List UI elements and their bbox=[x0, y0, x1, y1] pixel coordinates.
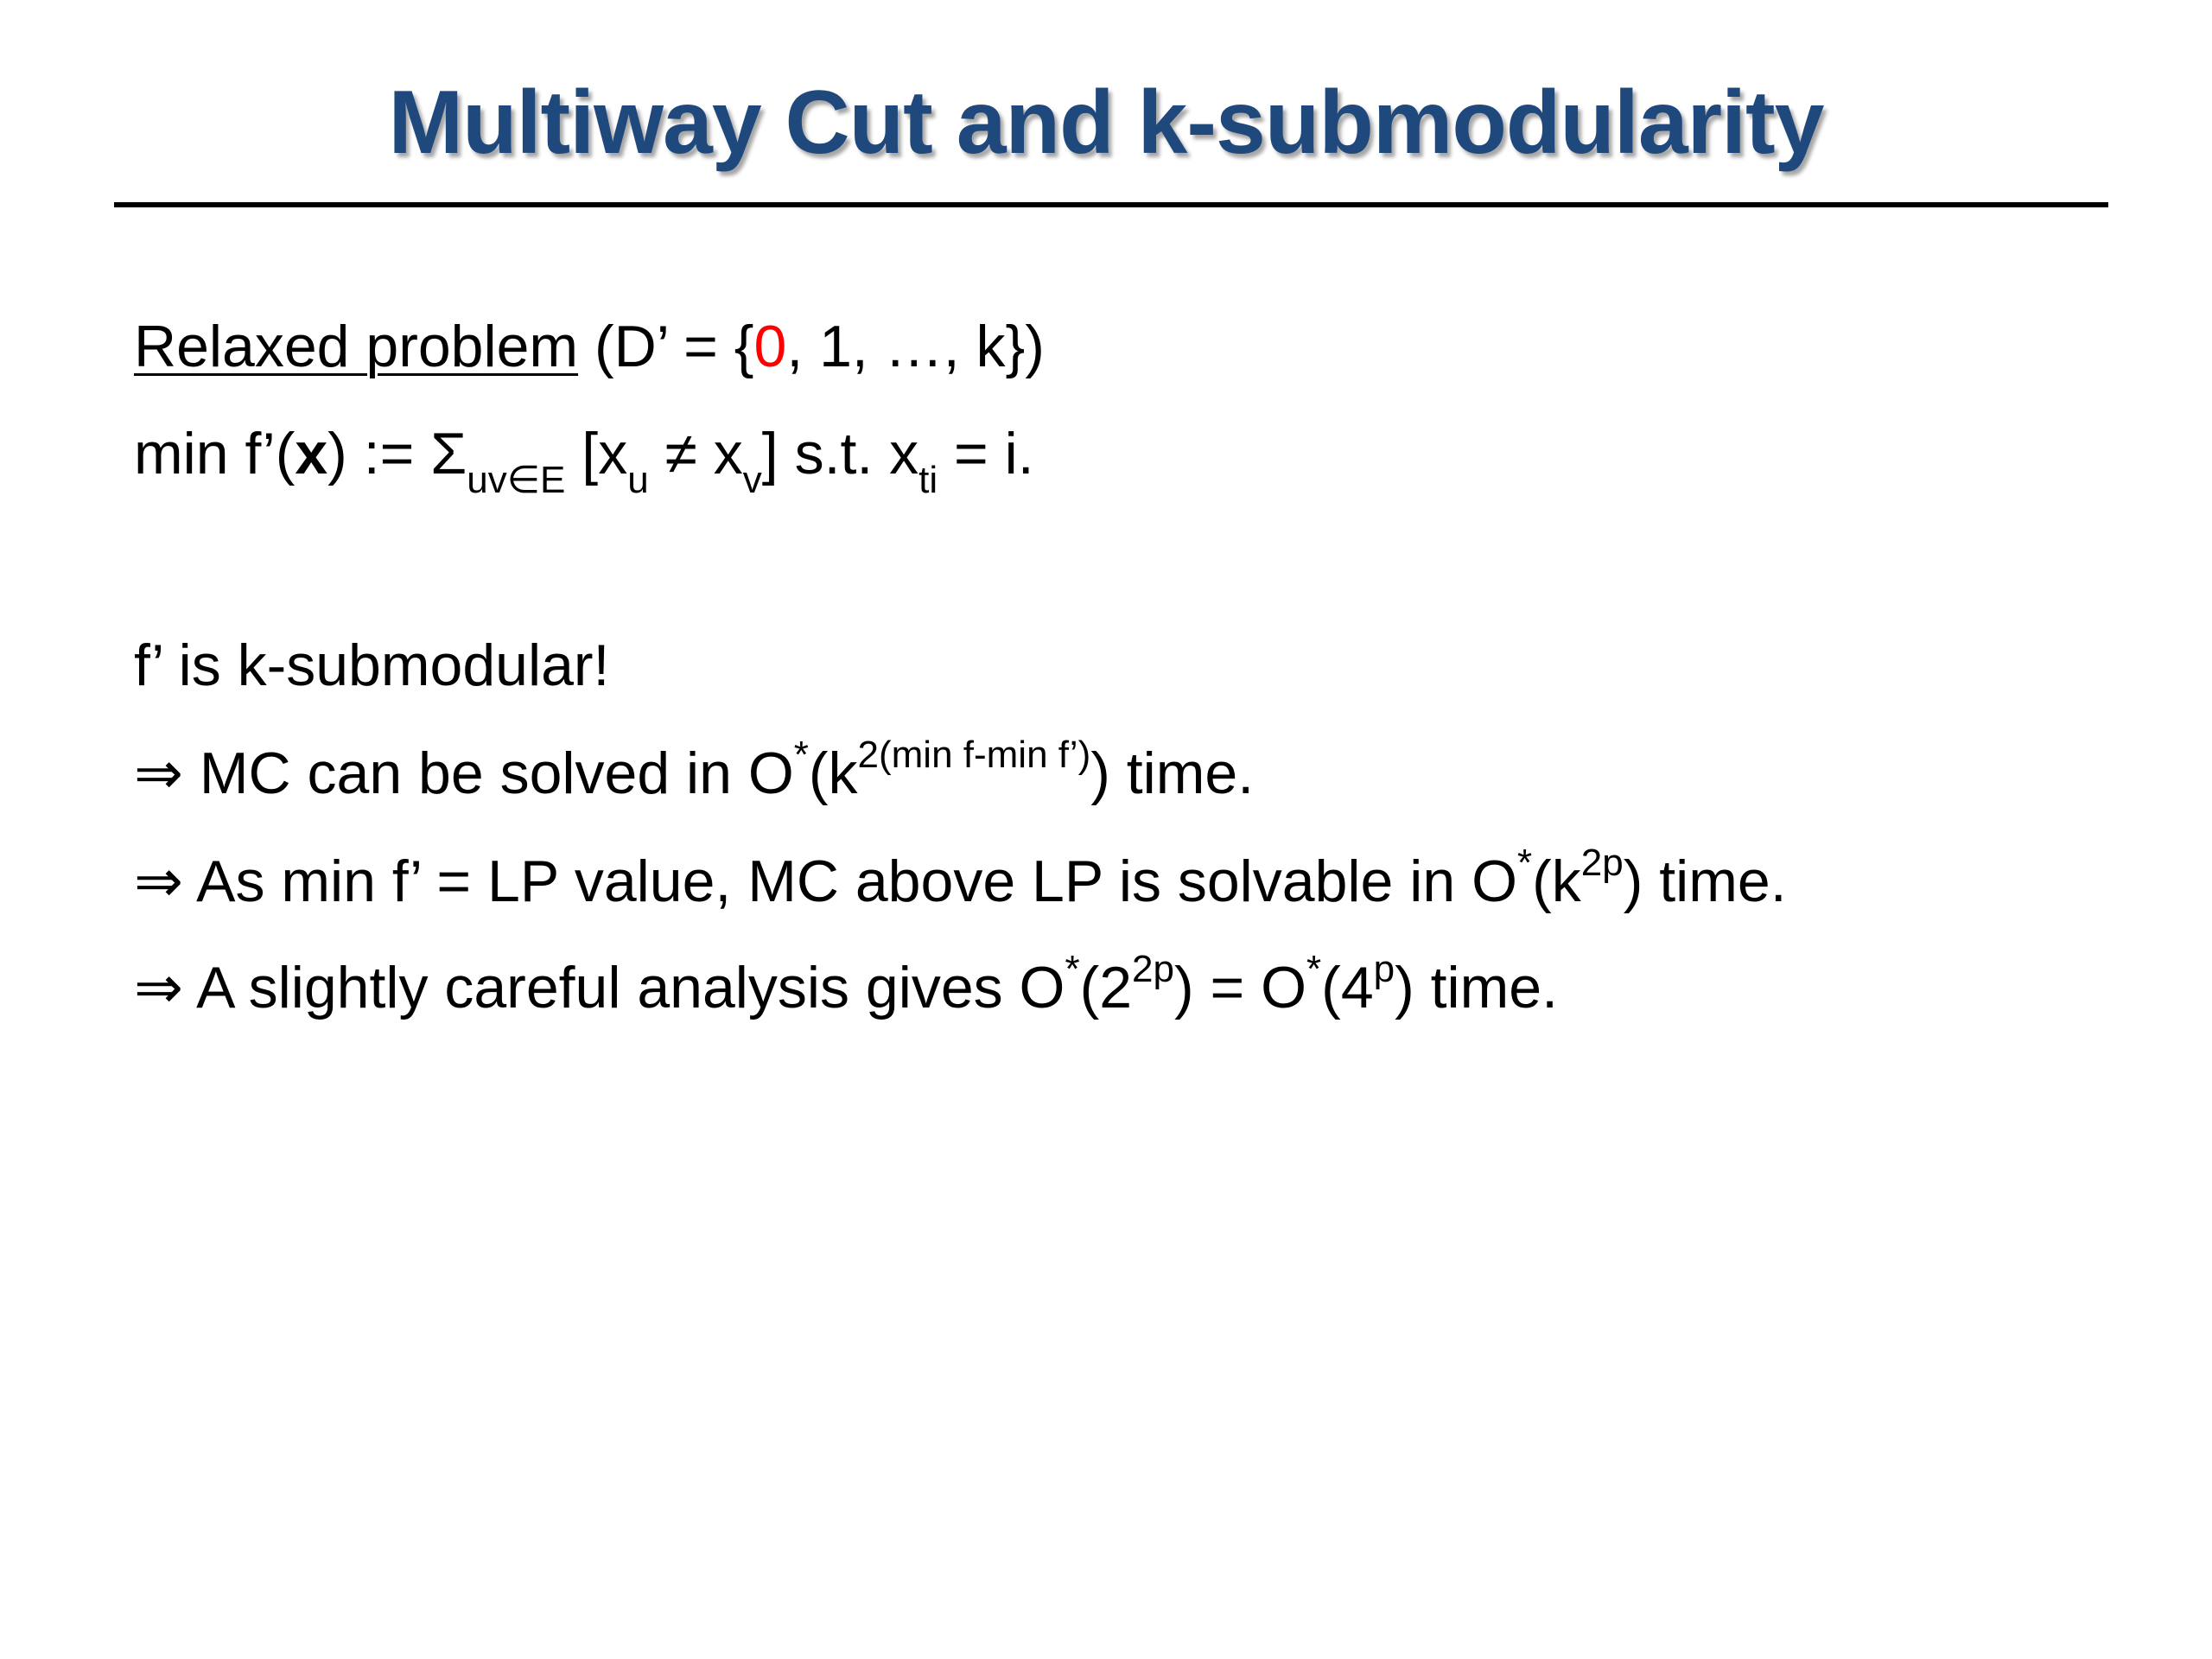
subscript-ti: ti bbox=[918, 459, 938, 501]
k-submodular-statement: f’ is k-submodular! bbox=[134, 632, 610, 698]
objective-part-e: ] s.t. x bbox=[761, 421, 919, 486]
impl2-star: * bbox=[1516, 842, 1533, 884]
objective-part-a: min f’( bbox=[134, 421, 296, 486]
impl2-exponent: 2p bbox=[1580, 842, 1624, 884]
objective-part-f: = i. bbox=[938, 421, 1034, 486]
implication-line-1 bbox=[134, 734, 1254, 820]
impl1-part-b: (k bbox=[808, 741, 858, 806]
impl3-star-2: * bbox=[1306, 948, 1322, 990]
impl3-exponent-1: 2p bbox=[1132, 948, 1174, 990]
domain-rest: , 1, …, k}) bbox=[786, 314, 1045, 379]
impl2-part-c: ) time. bbox=[1623, 849, 1787, 914]
impl3-exponent-2: p bbox=[1373, 948, 1395, 990]
relaxed-problem-label: Relaxed problem bbox=[134, 314, 579, 379]
subscript-v: v bbox=[742, 459, 762, 501]
objective-part-c: [x bbox=[565, 421, 628, 486]
impl3-part-c: ) = O bbox=[1174, 955, 1307, 1020]
title-divider bbox=[114, 202, 2108, 207]
objective-part-d: ≠ x bbox=[648, 421, 743, 486]
impl1-star: * bbox=[793, 734, 809, 776]
domain-open: (D’ = { bbox=[578, 314, 754, 379]
impl3-part-b: (2 bbox=[1079, 955, 1133, 1020]
objective-bold-x: x bbox=[295, 421, 328, 486]
relaxed-problem-line bbox=[134, 308, 1045, 385]
impl1-exponent: 2(min f-min f’) bbox=[857, 734, 1091, 776]
slide-title: Multiway Cut and k-submodularity bbox=[388, 73, 1824, 173]
impl3-part-e: ) time. bbox=[1395, 955, 1559, 1020]
implication-line-3 bbox=[134, 949, 1558, 1034]
impl3-part-d: (4 bbox=[1321, 955, 1374, 1020]
impl1-part-a: ⇒ MC can be solved in O bbox=[134, 741, 794, 806]
domain-zero: 0 bbox=[753, 314, 787, 379]
sum-subscript: uv∈E bbox=[467, 459, 566, 501]
objective-line bbox=[134, 415, 1034, 500]
impl2-part-b: (k bbox=[1532, 849, 1581, 914]
impl2-part-a: ⇒ As min f’ = LP value, MC above LP is solvable in O bbox=[134, 849, 1517, 914]
impl3-star-1: * bbox=[1065, 948, 1080, 990]
objective-part-b: ) := Σ bbox=[327, 421, 467, 486]
impl3-part-a: ⇒ A slightly careful analysis gives O bbox=[134, 955, 1065, 1020]
implication-line-2 bbox=[134, 842, 1787, 928]
impl1-part-c: ) time. bbox=[1090, 741, 1255, 806]
subscript-u: u bbox=[627, 459, 649, 501]
